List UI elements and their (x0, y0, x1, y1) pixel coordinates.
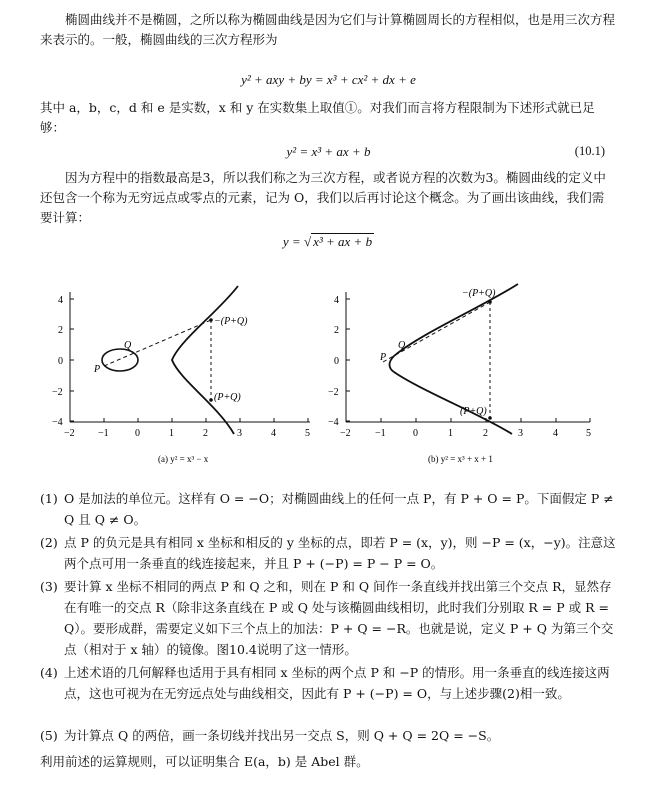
intro-paragraph-3: 因为方程中的指数最高是3，所以我们称之为三次方程，或者说方程的次数为3。椭圆曲线的定义中还包含一个称为无穷远点或零点的元素，记为 O，我们以后再讨论这个概念。为了画出该曲线，我们需要计算： (40, 170, 606, 225)
rule-text: 要计算 x 坐标不相同的两点 P 和 Q 之和，则在 P 和 Q 间作一条直线并找出第三个交点 R，显然存在有唯一的交点 R（除非这条直线在 P 或 Q 处与该椭圆曲线相切，此时我们分别取 R = P 或 R = Q）。要形成群，需要定义如下三个点上的加法：P + Q = −R。也就是说，定义 P + Q 为第三个交点（相对于 x 轴）的镜像。图10.4说明了这一情形。 (64, 579, 614, 657)
right-plot (328, 284, 591, 464)
left-secant-line (104, 320, 211, 366)
right-y-tick-label: 4 (334, 295, 339, 306)
right-x-tick-label: −2 (340, 428, 351, 439)
left-x-tick-label: 0 (135, 428, 140, 439)
right-label-neg-pq: −(P+Q) (462, 288, 496, 299)
right-curve (390, 284, 519, 434)
left-curve-oval (102, 349, 138, 371)
left-label-neg-pq: −(P+Q) (214, 316, 248, 327)
rule-number: (2) (40, 535, 58, 550)
sqrt-sign: √ (303, 234, 312, 249)
left-x-tick-label: 5 (305, 428, 310, 439)
rule-text: 点 P 的负元是具有相同 x 坐标和相反的 y 坐标的点，即若 P = (x，y)，则 −P = (x，−y)。注意这两个点可用一条垂直的线连接起来，并且 P + (−P) = P − P = O。 (64, 535, 616, 571)
main-equation-text: y² = x³ + ax + b (286, 144, 371, 159)
left-x-tick-label: 1 (169, 428, 174, 439)
right-caption: (b) y² = x³ + x + 1 (428, 454, 493, 464)
left-curve-branch (172, 286, 238, 434)
right-x-tick-label: 5 (586, 428, 591, 439)
left-x-tick-label: 3 (237, 428, 242, 439)
left-y-tick-label: 2 (58, 325, 63, 336)
right-y-tick-label: −4 (328, 417, 339, 428)
intro-paragraph-1: 椭圆曲线并不是椭圆，之所以称为椭圆曲线是因为它们与计算椭圆周长的方程相似，也是用三次方程来表示的。一般，椭圆曲线的三次方程形为 (40, 12, 616, 47)
rule-number: (5) (40, 728, 58, 743)
left-label-p: P (94, 364, 101, 375)
right-x-tick-label: 1 (448, 428, 453, 439)
right-label-q: Q (398, 340, 406, 351)
sqrt-equation-radicand: x³ + ax + b (313, 234, 373, 249)
right-x-tick-label: 0 (413, 428, 418, 439)
rule-number: (4) (40, 665, 58, 680)
main-equation (0, 144, 657, 160)
left-x-tick-label: 4 (271, 428, 276, 439)
right-x-tick-label: −1 (375, 428, 386, 439)
left-plot (52, 286, 310, 464)
left-y-tick-label: −4 (52, 417, 63, 428)
conclusion-paragraph: 利用前述的运算规则，可以证明集合 E(a，b) 是 Abel 群。 (40, 754, 369, 769)
right-y-tick-label: 0 (334, 356, 339, 367)
left-y-tick-label: 0 (58, 356, 63, 367)
right-x-tick-label: 3 (518, 428, 523, 439)
left-y-tick-label: 4 (58, 295, 63, 306)
sqrt-equation (0, 234, 657, 250)
elliptic-curve-figures (0, 272, 657, 492)
rule-text: 上述术语的几何解释也适用于具有相同 x 坐标的两个点 P 和 −P 的情形。用一条垂直的线连接这两点，这也可视为在无穷远点处与曲线相交，因此有 P + (−P) = O，与上述步骤(2)相一致。 (64, 665, 610, 701)
left-label-pq: (P+Q) (214, 392, 241, 403)
general-cubic-equation: y² + axy + by = x³ + cx² + dx + e (241, 72, 416, 87)
right-y-tick-label: 2 (334, 325, 339, 336)
left-x-tick-label: 2 (203, 428, 208, 439)
left-caption: (a) y² = x³ − x (158, 454, 209, 464)
intro-paragraph-2: 其中 a，b，c，d 和 e 是实数，x 和 y 在实数集上取值①。对我们而言将方程限制为下述形式就已足够： (40, 100, 595, 135)
equation-number: (10.1) (574, 144, 605, 158)
rule-number: (3) (40, 579, 58, 594)
right-x-tick-label: 2 (483, 428, 488, 439)
right-y-tick-label: −2 (328, 387, 339, 398)
sqrt-equation-lhs: y = (282, 234, 304, 249)
left-x-tick-label: −2 (64, 428, 75, 439)
left-y-tick-label: −2 (52, 387, 63, 398)
left-label-q: Q (124, 340, 132, 351)
right-x-tick-label: 4 (553, 428, 558, 439)
rule-number: (1) (40, 491, 58, 506)
left-x-tick-label: −1 (98, 428, 109, 439)
right-label-p: P (380, 352, 387, 363)
rule-text: O 是加法的单位元。这样有 O = −O；对椭圆曲线上的任何一点 P，有 P + O = P。下面假定 P ≠ Q 且 Q ≠ O。 (64, 491, 614, 527)
right-label-pq: (P+Q) (460, 406, 487, 417)
rule-text: 为计算点 Q 的两倍，画一条切线并找出另一交点 S，则 Q + Q = 2Q = −S。 (64, 728, 500, 743)
